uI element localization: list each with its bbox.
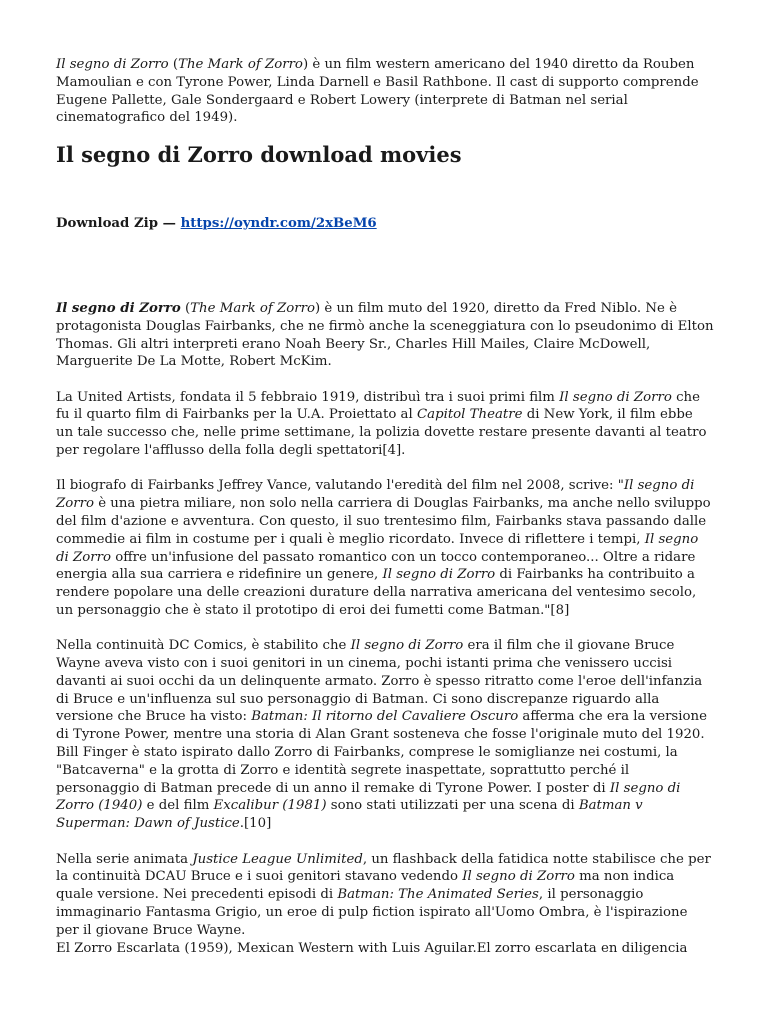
download-label: Download Zip — [56, 216, 181, 231]
page-title: Il segno di Zorro download movies [56, 142, 462, 167]
paragraph-2: La United Artists, fondata il 5 febbraio 1919, distribuì tra i suoi primi film Il segno di Zorro che fu il quarto film di Fairbanks per la U.A. Proiettato al Capitol Theatre di New York, il film ebbe un tale successo che, nelle prime settimane, la polizia dovette restare presente davanti al teatro per regolare l'afflusso della folla degli spettatori[4]. [56, 389, 707, 459]
download-link[interactable]: https://oyndr.com/2xBeM6 [180, 216, 377, 231]
intro-title-it: Il segno di Zorro [56, 57, 169, 72]
article-body [56, 300, 714, 957]
download-line [56, 215, 377, 233]
intro-paragraph: Il segno di Zorro (The Mark of Zorro) è un film western americano del 1940 diretto da Rouben Mamoulian e con Tyrone Power, Linda Darnell e Basil Rathbone. Il cast di supporto comprende Eugene Pallette, Gale Sondergaard e Robert Lowery (interprete di Batman nel serial cinematografico del 1949). [56, 57, 699, 126]
paragraph-3: Il biografo di Fairbanks Jeffrey Vance, valutando l'eredità del film nel 2008, scrive: "Il segno di Zorro è una pietra miliare, non solo nella carriera di Douglas Fairbanks, ma anche nello sviluppo del film d'azione e avventura. Con questo, il suo trentesimo film, Fairbanks stava passando dalle commedie ai film in costume per i quali è meglio ricordato. Invece di riflettere i tempi, Il segno di Zorro offre un'infusione del passato romantico con un tocco contemporaneo... Oltre a ridare energia alla sua carriera e ridefinire un genere, Il segno di Zorro di Fairbanks ha contribuito a rendere popolare una delle creazioni durature della narrativa americana del ventesimo secolo, un personaggio che è stato il prototipo di eroi dei fumetti come Batman."[8] [56, 478, 711, 618]
paragraph-4: Nella continuità DC Comics, è stabilito che Il segno di Zorro era il film che il giovane Bruce Wayne aveva visto con i suoi genitori in un cinema, pochi istanti prima che venissero uccisi davanti ai suoi occhi da un delinquente armato. Zorro è spesso ritratto come l'eroe dell'infanzia di Bruce e un'influenza sul suo personaggio di Batman. Ci sono discrepanze riguardo alla versione che Bruce ha visto: Batman: Il ritorno del Cavaliere Oscuro afferma che era la versione di Tyrone Power, mentre una storia di Alan Grant sosteneva che fosse l'originale muto del 1920. Bill Finger è stato ispirato dallo Zorro di Fairbanks, comprese le somiglianze nei costumi, la "Batcaverna" e la grotta di Zorro e identità segrete inaspettate, soprattutto perché il personaggio di Batman precede di un anno il remake di Tyrone Power. I poster di Il segno di Zorro (1940) e del film Excalibur (1981) sono stati utilizzati per una scena di Batman v Superman: Dawn of Justice.[10] [56, 638, 707, 832]
intro-title-en: The Mark of Zorro [178, 57, 303, 72]
paragraph-5: Nella serie animata Justice League Unlimited, un flashback della fatidica notte stabilisce che per la continuità DCAU Bruce e i suoi genitori stavano vedendo Il segno di Zorro ma non indica quale versione. Nei precedenti episodi di Batman: The Animated Series, il personaggio immaginario Fantasma Grigio, un eroe di pulp fiction ispirato all'Uomo Ombra, è l'ispirazione per il giovane Bruce Wayne. [56, 851, 711, 938]
last-paragraph: El Zorro Escarlata (1959), Mexican Western with Luis Aguilar.El zorro escarlata en diligencia [56, 941, 688, 956]
paragraph-1: Il segno di Zorro (The Mark of Zorro) è un film muto del 1920, diretto da Fred Niblo. Ne è protagonista Douglas Fairbanks, che ne firmò anche la sceneggiatura con lo pseudonimo di Elton Thomas. Gli altri interpreti erano Noah Beery Sr., Charles Hill Mailes, Claire McDowell, Marguerite De La Motte, Robert McKim. [56, 301, 714, 370]
